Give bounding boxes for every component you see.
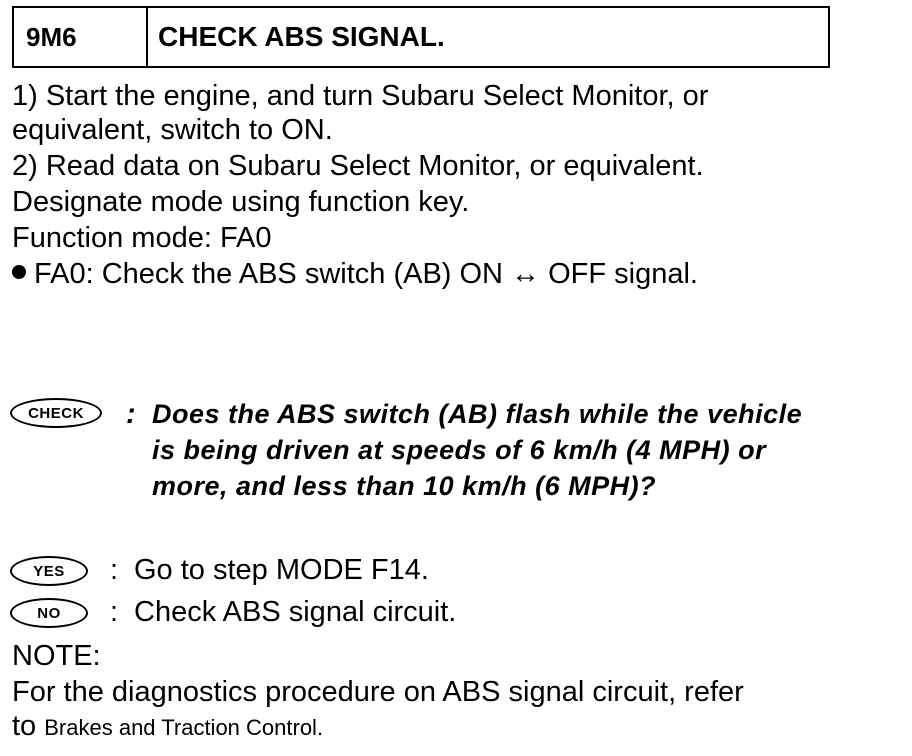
no-answer: Check ABS signal circuit. bbox=[134, 596, 457, 628]
check-question: Does the ABS switch (AB) flash while the vehicle is being driven at speeds of 6 km/h (4 MPH) or more, and less than 10 km/h (6 MPH)? bbox=[152, 399, 803, 501]
bullet-icon bbox=[12, 265, 26, 279]
note-prefix: to bbox=[12, 710, 37, 742]
yes-separator: : bbox=[110, 554, 119, 586]
note-line-2 bbox=[12, 708, 323, 746]
bullet-text: FA0: Check the ABS switch (AB) ON ↔ OFF signal. bbox=[34, 258, 698, 290]
procedure-line-1: 1) Start the engine, and turn Subaru Select Monitor, or bbox=[12, 80, 709, 112]
no-separator: : bbox=[110, 596, 119, 628]
no-badge: NO bbox=[10, 598, 88, 628]
yes-badge: YES bbox=[10, 556, 88, 586]
brakes-reference-link[interactable]: Brakes and Traction Control. bbox=[44, 715, 324, 740]
step-header bbox=[12, 6, 830, 68]
procedure-bullet-item bbox=[12, 256, 698, 292]
procedure-line-5: Function mode: FA0 bbox=[12, 222, 272, 254]
procedure-line-4: Designate mode using function key. bbox=[12, 186, 470, 218]
step-code: 9M6 bbox=[14, 8, 148, 66]
yes-answer: Go to step MODE F14. bbox=[134, 554, 429, 586]
procedure-line-3: 2) Read data on Subaru Select Monitor, or equivalent. bbox=[12, 150, 704, 182]
check-separator: : bbox=[126, 398, 136, 430]
step-title: CHECK ABS SIGNAL. bbox=[158, 21, 445, 52]
note-label: NOTE: bbox=[12, 640, 101, 672]
procedure-line-2: equivalent, switch to ON. bbox=[12, 114, 333, 146]
check-badge: CHECK bbox=[10, 398, 102, 428]
note-line-1: For the diagnostics procedure on ABS signal circuit, refer bbox=[12, 676, 744, 708]
